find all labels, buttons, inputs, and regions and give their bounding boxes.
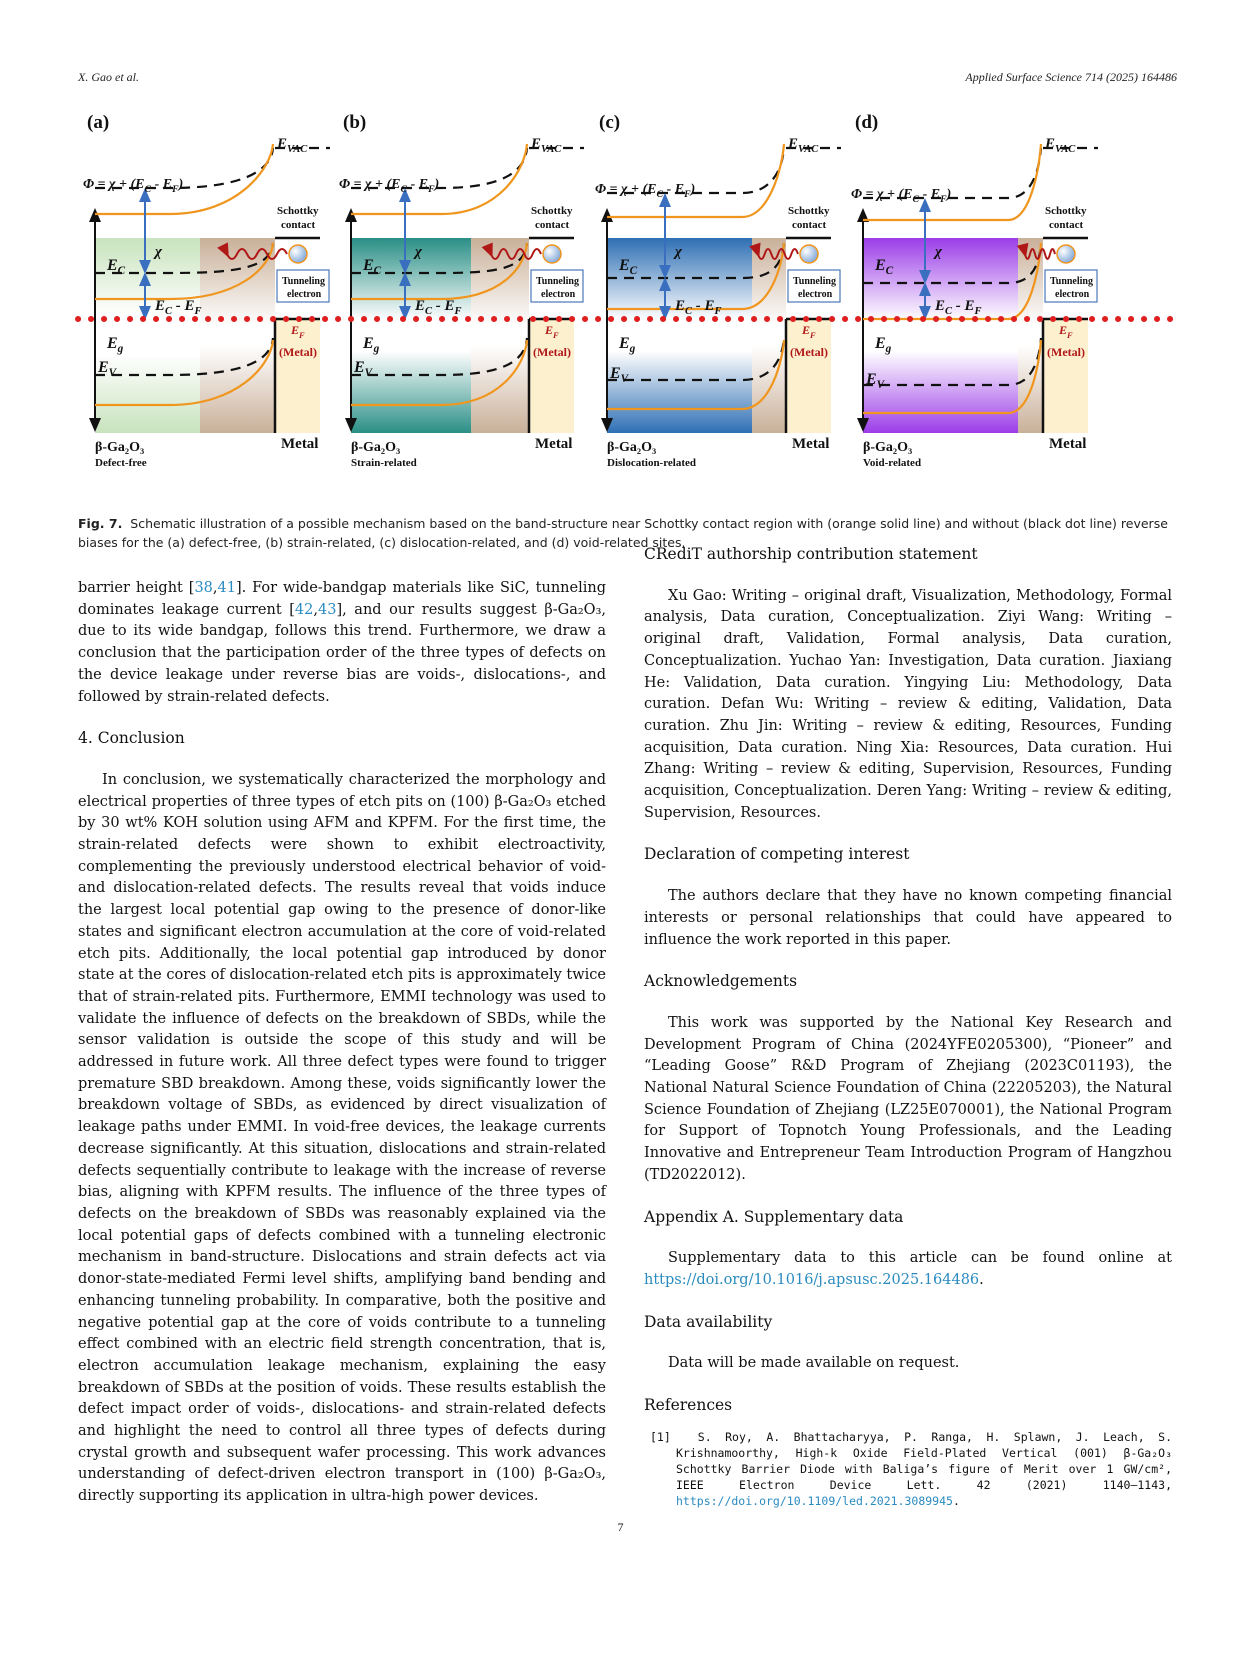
paragraph-barrier-height: barrier height [38,41]. For wide-bandgap materials like SiC, tunneling dominates leakage current [42,43], and our results suggest β-Ga₂O₃, due to its wide bandgap, follows this trend. Furthermore, we draw a conclusion that the participation order of the three types of defects on the device leakage under reverse bias are voids-, dislocations-, and followed by strain-related defects.	[78, 580, 607, 705]
reference-item	[644, 1429, 1172, 1509]
interface-region	[471, 238, 529, 433]
defect-type-label: Void-related	[863, 457, 922, 469]
evac-label: $E_{VAC}$	[277, 136, 308, 155]
schottky-label: Schottky	[531, 205, 573, 217]
contact-label: contact	[792, 219, 827, 231]
citation-link[interactable]: 38	[194, 580, 213, 596]
tunneling-label: Tunneling	[282, 276, 325, 287]
ev-label: $E_V$	[98, 359, 117, 379]
section-heading-data-availability: Data availability	[644, 1312, 773, 1331]
defect-type-label: Dislocation-related	[607, 457, 697, 469]
chi-label: χ	[675, 244, 682, 260]
citation-link[interactable]: 42	[294, 601, 314, 618]
schottky-label: Schottky	[788, 205, 830, 217]
metal-label: Metal	[792, 436, 830, 452]
section-heading-credit: CRediT authorship contribution statement	[644, 545, 978, 563]
paragraph-declaration: The authors declare that they have no known competing financial interests or personal relationships that could have appeared to influence the work reported in this paper.	[644, 888, 1172, 948]
citation-link[interactable]: 43	[317, 601, 337, 618]
metal-paren-label: (Metal)	[533, 345, 571, 359]
text-run: ]. For wide-bandgap materials like SiC, tunneling dominates leakage current [	[78, 580, 607, 618]
paragraph-acknowledgements: This work was supported by the National Key Research and Development Program of China (2024YFE0205300), “Pioneer” and “Leading Goose” R&D Program of Zhejiang (2023C01193), the National Natural Science Foundation of China (22205203), the Natural Science Foundation of Zhejiang (LZ25E070001), the National Program for Support of Topnotch Young Professionals, and the Leading Innovative and Entrepreneur Team Introduction Program of Hangzhou (TD2022012).	[644, 1014, 1172, 1183]
electron-icon	[543, 245, 561, 263]
caption-label: Fig. 7.	[78, 516, 123, 531]
eg-label: $E_g$	[875, 335, 892, 355]
text-run: ], and our results suggest β-Ga₂O₃, due to its wide bandgap, follows this trend. Furthermore, we draw a conclusion that the participation order of the three types of defects on the device leakage under reverse bias are voids-, dislocations-, and followed by strain-related defects.	[78, 601, 606, 705]
defect-type-label: Defect-free	[95, 457, 147, 469]
vacuum-level-biased	[863, 144, 1041, 220]
reference-number: [1]	[650, 1429, 671, 1444]
page-number: 7	[617, 1520, 624, 1534]
left-column	[78, 578, 606, 1508]
work-function-label: $\Phi = \chi + (E_C - E_F)$	[83, 177, 184, 195]
ec-label: $E_C$	[619, 257, 638, 277]
band-structure-figure	[70, 108, 1180, 508]
eg-label: $E_g$	[619, 335, 636, 355]
work-function-label: $\Phi = \chi + (E_C - E_F)$	[851, 187, 952, 205]
ef-metal-label: $E_F$	[1059, 323, 1073, 340]
reference-text: S. Roy, A. Bhattacharyya, P. Ranga, H. Splawn, J. Leach, S. Krishnamoorthy, High-k Oxide Field-Plated Vertical (001) β-Ga₂O₃ Schottky Barrier Diode with Baliga’s figure of Merit over 1 GW/cm², IEEE Electron Device Lett. 42 (2021) 1140–1143,	[676, 1429, 1172, 1492]
metal-label: Metal	[1049, 436, 1087, 452]
citation-link[interactable]: 41	[217, 580, 236, 596]
text-run: barrier height [	[78, 580, 195, 596]
text-run: .	[952, 1493, 960, 1508]
paragraph-appendix: Supplementary data to this article can be found online at https://doi.org/10.1016/j.apsusc.2025.164486.	[644, 1250, 1172, 1288]
vacuum-level-biased	[607, 144, 784, 217]
band-diagram-panel-a	[83, 112, 330, 469]
metal-paren-label: (Metal)	[1047, 345, 1085, 359]
chi-label: χ	[415, 244, 422, 260]
section-heading-declaration: Declaration of competing interest	[644, 845, 910, 864]
ec-label: $E_C$	[107, 257, 126, 277]
ec-ef-label: $E_C - E_F$	[675, 298, 722, 317]
material-label: β-Ga₂O₃	[863, 440, 913, 455]
metal-paren-label: (Metal)	[279, 345, 317, 359]
running-header-journal: Applied Surface Science 714 (2025) 164486	[965, 70, 1177, 84]
electron-label: electron	[1055, 289, 1090, 300]
ec-ef-label: $E_C - E_F$	[415, 298, 462, 317]
panel-label: (d)	[855, 112, 879, 133]
ec-label: $E_C$	[875, 257, 894, 277]
right-column	[644, 544, 1172, 1509]
electron-icon	[800, 245, 818, 263]
reference-doi-link[interactable]: https://doi.org/10.1109/led.2021.3089945	[676, 1493, 953, 1508]
ef-metal-label: $E_F$	[802, 323, 816, 340]
material-label: β-Ga₂O₃	[95, 440, 145, 455]
work-function-label: $\Phi = \chi + (E_C - E_F)$	[339, 177, 440, 195]
tunneling-label: Tunneling	[536, 276, 579, 287]
chi-label: χ	[935, 244, 942, 260]
ec-ef-label: $E_C - E_F$	[155, 298, 202, 317]
metal-label: Metal	[535, 436, 573, 452]
interface-region	[200, 238, 275, 433]
ev-label: $E_V$	[354, 359, 373, 379]
eg-label: $E_g$	[363, 335, 380, 355]
ev-label: $E_V$	[610, 365, 629, 385]
panel-label: (b)	[343, 112, 367, 133]
electron-label: electron	[287, 289, 322, 300]
section-heading-conclusion: 4. Conclusion	[78, 729, 185, 748]
eg-label: $E_g$	[107, 335, 124, 355]
ef-metal-label: $E_F$	[291, 323, 305, 340]
evac-label: $E_{VAC}$	[1045, 136, 1076, 155]
paragraph-data-availability: Data will be made available on request.	[668, 1355, 960, 1372]
contact-label: contact	[1049, 219, 1084, 231]
schottky-label: Schottky	[277, 205, 319, 217]
contact-label: contact	[281, 219, 316, 231]
panel-label: (a)	[87, 112, 110, 133]
panel-label: (c)	[599, 112, 621, 133]
ev-label: $E_V$	[866, 371, 885, 391]
electron-label: electron	[541, 289, 576, 300]
supplementary-data-link[interactable]: https://doi.org/10.1016/j.apsusc.2025.164486	[644, 1271, 980, 1288]
section-heading-acknowledgements: Acknowledgements	[644, 972, 798, 991]
ec-label: $E_C$	[363, 257, 382, 277]
chi-label: χ	[155, 244, 162, 260]
metal-paren-label: (Metal)	[790, 345, 828, 359]
work-function-label: $\Phi = \chi + (E_C - E_F)$	[595, 182, 696, 200]
contact-label: contact	[535, 219, 570, 231]
running-header-authors: X. Gao et al.	[78, 70, 139, 84]
band-diagram-panel-b	[339, 112, 584, 469]
paragraph-credit: Xu Gao: Writing – original draft, Visualization, Methodology, Formal analysis, Data curation, Conceptualization. Ziyi Wang: Writing – original draft, Validation, Formal analysis, Data curation, Conceptualization. Yuchao Yan: Investigation, Data curation. Jiaxiang He: Validation, Data curation. Yingying Liu: Methodology, Data curation. Defan Wu: Writing – review & editing, Validation, Data curation. Zhu Jin: Writing – review & editing, Resources, Funding acquisition, Data curation. Ning Xia: Resources, Data curation. Hui Zhang: Writing – review & editing, Supervision, Resources, Funding acquisition, Conceptualization. Deren Yang: Writing – review & editing, Supervision, Resources.	[644, 587, 1172, 821]
paragraph-conclusion: In conclusion, we systematically characterized the morphology and electrical properties of three types of etch pits on (100) β-Ga₂O₃ etched by 30 wt% KOH solution using AFM and KPFM. For the first time, the strain-related defects were shown to exhibit electroactivity, complementing the previously understood electrical behavior of void- and dislocation-related defects. The results reveal that voids induce the largest local potential gap owing to the presence of donor-like states and significant electron accumulation at the core of void-related etch pits. Additionally, the local potential gap introduced by donor state at the cores of dislocation-related etch pits is approximately twice that of strain-related pits. Furthermore, EMMI technology was used to validate the influence of defects on the breakdown of SBDs, while the sensor validation is outside the scope of this study and will be addressed in future work. All three defect types were found to trigger premature SBD breakdown. Among these, voids significantly lower the breakdown voltage of SBDs, as evidenced by direct visualization of leakage paths under EMMI. In void-free devices, the leakage currents decrease significantly. At this situation, dislocations and strain-related defects sequentially contribute to leakage with the increase of reverse bias, aligning with KPFM results. The influence of the three types of defects on the breakdown of SBDs was reasonably explained via the local potential gaps of defects combined with a tunneling electronic mechanism in band-structure. Dislocations and strain defects act via donor-state-mediated Fermi level shifts, amplifying band bending and enhancing tunneling probability. In comparative, both the positive and negative potential gap at the core of voids contribute to a tunneling effect combined with an electric field strength concentration, that is, electron accumulation leakage mechanism, explaining the easy breakdown of SBDs at the position of voids. These results establish the defect impact order of voids-, dislocations- and strain-related defects and highlight the need to control all three types of defects during crystal growth and subsequent wafer processing. This work advances understanding of defect-driven electron transport in (100) β-Ga₂O₃, directly supporting its application in ultra-high power devices.	[78, 771, 606, 1505]
tunneling-label: Tunneling	[1050, 276, 1093, 287]
caption-text: Schematic illustration of a possible mechanism based on the band-structure near Schottky contact region with (orange solid line) and without (black dot line) reverse biases for the (a) defect-free, (b) strain-related, (c) dislocation-related, and (d) void-related sites.	[78, 516, 1168, 550]
tunneling-label: Tunneling	[793, 276, 836, 287]
evac-label: $E_{VAC}$	[531, 136, 562, 155]
schottky-label: Schottky	[1045, 205, 1087, 217]
electron-icon	[289, 245, 307, 263]
ec-ef-label: $E_C - E_F$	[935, 298, 982, 317]
interface-region	[1018, 238, 1043, 433]
ef-metal-label: $E_F$	[545, 323, 559, 340]
material-label: β-Ga₂O₃	[607, 440, 657, 455]
metal-label: Metal	[281, 436, 319, 452]
band-diagram-panel-c	[595, 112, 841, 469]
electron-icon	[1057, 245, 1075, 263]
evac-label: $E_{VAC}$	[788, 136, 819, 155]
text-run: Supplementary data to this article can be found online at	[668, 1250, 1172, 1267]
section-heading-appendix: Appendix A. Supplementary data	[644, 1207, 904, 1226]
band-diagram-panel-d	[851, 112, 1098, 469]
section-heading-references: References	[644, 1396, 733, 1415]
defect-type-label: Strain-related	[351, 457, 417, 469]
electron-label: electron	[798, 289, 833, 300]
material-label: β-Ga₂O₃	[351, 440, 401, 455]
